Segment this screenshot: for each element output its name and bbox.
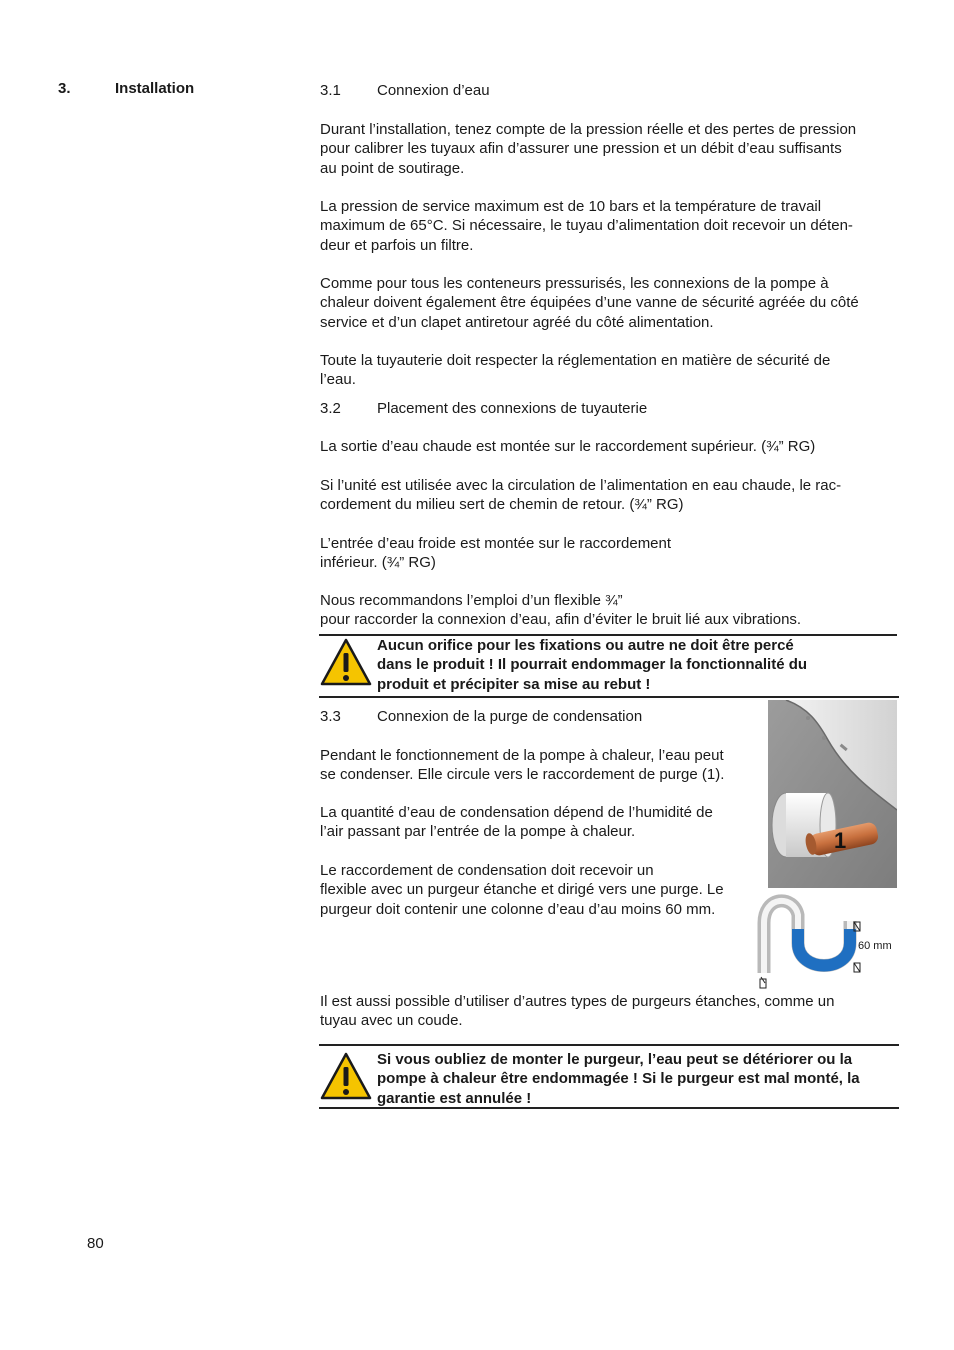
warning-drilling: Aucun orifice pour les fixations ou autre ne doit être percé dans le produit ! Il pourrait endommager la fonctionnalité du produit et précipiter sa mise au rebut ! <box>377 637 808 693</box>
paragraph-return-path: Si l’unité est utilisée avec la circulation de l’alimentation en eau chaude, le rac- cordement du milieu sert de chemin de retour. (¾” RG) <box>320 477 842 514</box>
paragraph-humidity: La quantité d’eau de condensation dépend de l’humidité de l’air passant par l’entrée de la pompe à chaleur. <box>320 804 713 841</box>
chapter-number: 3. <box>58 80 71 97</box>
section-3-3-title: Connexion de la purge de condensation <box>377 708 643 725</box>
page-number: 80 <box>87 1235 104 1252</box>
paragraph-hot-water-outlet: La sortie d’eau chaude est montée sur le raccordement supérieur. (¾” RG) <box>320 438 816 455</box>
paragraph-condensation: Pendant le fonctionnement de la pompe à chaleur, l’eau peut se condenser. Elle circule vers le raccordement de purge (1). <box>320 747 725 784</box>
section-3-3-number: 3.3 <box>320 708 341 725</box>
warning-2-bottom-rule <box>319 1107 899 1109</box>
trap-height-label: 60 mm <box>858 940 892 952</box>
warning-2-top-rule <box>319 1044 899 1046</box>
condensate-trap-diagram <box>754 893 864 991</box>
paragraph-safety-valve: Comme pour tous les conteneurs pressurisés, les connexions de la pompe à chaleur doivent également être équipées d’une vanne de sécurité agréée du côté service et d’un clapet antiretour agréé du côté alimentation. <box>320 275 859 331</box>
drain-photo-illustration <box>768 700 897 888</box>
chapter-title: Installation <box>115 80 195 97</box>
drain-connection-photo <box>768 700 897 888</box>
trap-dimension-tick <box>761 977 765 983</box>
paragraph-other-traps: Il est aussi possible d’utiliser d’autres types de purgeurs étanches, comme un tuyau avec un coude. <box>320 993 835 1030</box>
warning-trap: Si vous oubliez de monter le purgeur, l’eau peut se détériorer ou la pompe à chaleur être endommagée ! Si le purgeur est mal monté, la garantie est annulée ! <box>377 1051 860 1107</box>
warning-bottom-rule <box>319 696 899 698</box>
paragraph-pressure: Durant l’installation, tenez compte de la pression réelle et des pertes de pression pour calibrer les tuyaux afin d’assurer une pression et un débit d’eau suffisants au point de soutirage. <box>320 121 857 177</box>
section-3-1-number: 3.1 <box>320 82 341 99</box>
warning-icon <box>320 638 372 686</box>
warning-icon <box>320 1052 372 1100</box>
paragraph-regulations: Toute la tuyauterie doit respecter la réglementation en matière de sécurité de l’eau. <box>320 352 831 389</box>
section-3-1-title: Connexion d’eau <box>377 82 490 99</box>
section-3-2-number: 3.2 <box>320 400 341 417</box>
paragraph-flexible-hose: Nous recommandons l’emploi d’un flexible ¾” pour raccorder la connexion d’eau, afin d’éviter le bruit lié aux vibrations. <box>320 592 802 629</box>
paragraph-cold-water-inlet: L’entrée d’eau froide est montée sur le raccordement inférieur. (¾” RG) <box>320 535 672 572</box>
paragraph-max-pressure: La pression de service maximum est de 10 bars et la température de travail maximum de 65°C. Si nécessaire, le tuyau d’alimentation doit recevoir un déten- deur et parfois un filtre. <box>320 198 853 254</box>
drain-number-label: 1 <box>834 828 847 853</box>
paragraph-trap-requirement: Le raccordement de condensation doit recevoir un flexible avec un purgeur étanche et dirigé vers une purge. Le purgeur doit contenir une colonne d’eau d’au moins 60 mm. <box>320 862 724 918</box>
section-3-2-title: Placement des connexions de tuyauterie <box>377 400 648 417</box>
